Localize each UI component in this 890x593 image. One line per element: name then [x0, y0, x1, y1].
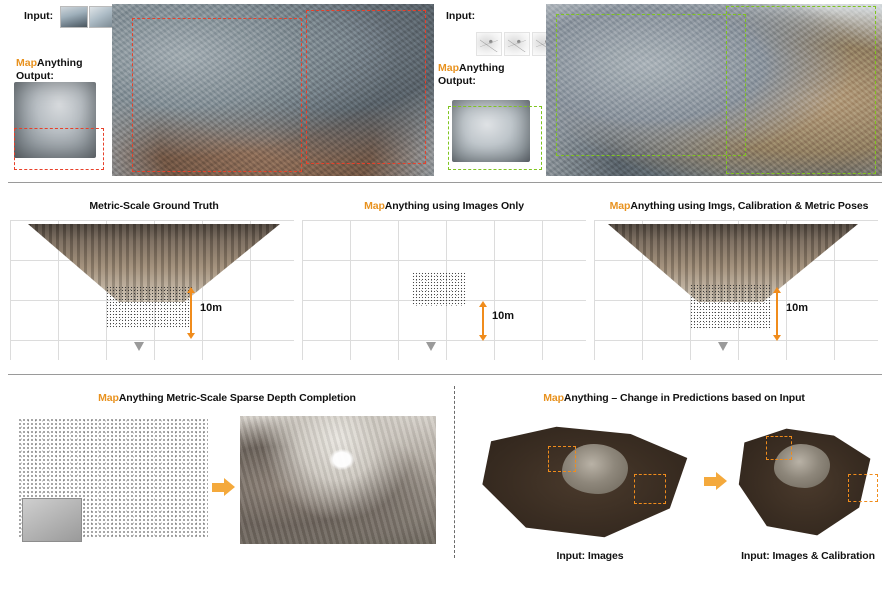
brand-map-text: Map: [609, 200, 631, 212]
brand-map-text: Map: [16, 57, 37, 69]
input-thumbnail: [60, 6, 88, 28]
panel-grid-images-only: [302, 220, 586, 360]
brand-anything-text: Anything: [37, 57, 83, 69]
subcaption-input-images: Input: Images: [556, 550, 624, 562]
brand-anything-text: Anything – Change in Predictions based on Input: [563, 392, 805, 404]
right-scene-reconstruction: [546, 4, 882, 176]
brand-anything-text: Anything: [459, 62, 505, 74]
caption-change-in-predictions: [468, 392, 880, 404]
row-metric-scale-comparison: [0, 186, 890, 376]
right-input-label: Input:: [446, 10, 476, 22]
panel-grid-ground-truth: [10, 220, 294, 360]
left-scene-reconstruction: [112, 4, 434, 176]
left-output-label: [16, 57, 92, 83]
highlight-box-images-1: [548, 446, 576, 472]
right-output-reconstruction: [452, 100, 530, 162]
panel-caption-imgs-calib-poses: [592, 200, 886, 212]
scale-label-imgs-calib-poses: 10m: [786, 302, 809, 314]
camera-tripod-icon: [718, 342, 728, 351]
left-input-label: Input:: [24, 10, 54, 22]
panel-grid-imgs-calib-poses: [594, 220, 878, 360]
right-arrow-icon: [212, 478, 235, 496]
row2-divider: [8, 374, 882, 375]
input-thumbnail: [504, 32, 530, 56]
brand-map-text: Map: [364, 200, 385, 212]
brand-anything-text: Anything using Images Only: [384, 200, 524, 212]
sparse-depth-camera-frustum: [22, 498, 82, 542]
brand-map-text: Map: [98, 392, 119, 404]
panel-caption-images-only: [300, 200, 588, 212]
caption-sparse-depth-completion: [12, 392, 442, 404]
subcaption-input-images-calibration: Input: Images & Calibration: [741, 550, 875, 562]
camera-tripod-icon: [134, 342, 144, 351]
scale-label-images-only: 10m: [492, 310, 515, 322]
input-thumbnail: [476, 32, 502, 56]
pointcloud-ground-truth: [106, 286, 192, 328]
highlight-box-calibration-1: [766, 436, 792, 460]
output-label-line2: Output:: [438, 75, 476, 87]
brand-map-text: Map: [543, 392, 564, 404]
brand-map-text: Map: [438, 62, 459, 74]
scale-label-ground-truth: 10m: [200, 302, 223, 314]
camera-tripod-icon: [426, 342, 436, 351]
row1-divider: [8, 182, 882, 183]
row3-vertical-divider: [454, 386, 455, 558]
row-qualitative-inputs: [0, 0, 890, 183]
completed-depth-reconstruction: [240, 416, 436, 544]
pointcloud-imgs-calib-poses: [690, 284, 772, 330]
right-output-label: [438, 62, 518, 88]
row-depth-completion-and-input-change: [0, 380, 890, 593]
highlight-box-images-2: [634, 474, 666, 504]
brand-anything-text: Anything using Imgs, Calibration & Metric Poses: [630, 200, 869, 212]
left-output-reconstruction: [14, 82, 96, 158]
panel-caption-ground-truth: Metric-Scale Ground Truth: [89, 200, 219, 212]
pointcloud-images-only: [412, 272, 466, 306]
output-label-line2: Output:: [16, 70, 54, 82]
right-arrow-icon: [704, 472, 727, 490]
highlight-box-calibration-2: [848, 474, 878, 502]
brand-anything-text: Anything Metric-Scale Sparse Depth Completion: [118, 392, 356, 404]
